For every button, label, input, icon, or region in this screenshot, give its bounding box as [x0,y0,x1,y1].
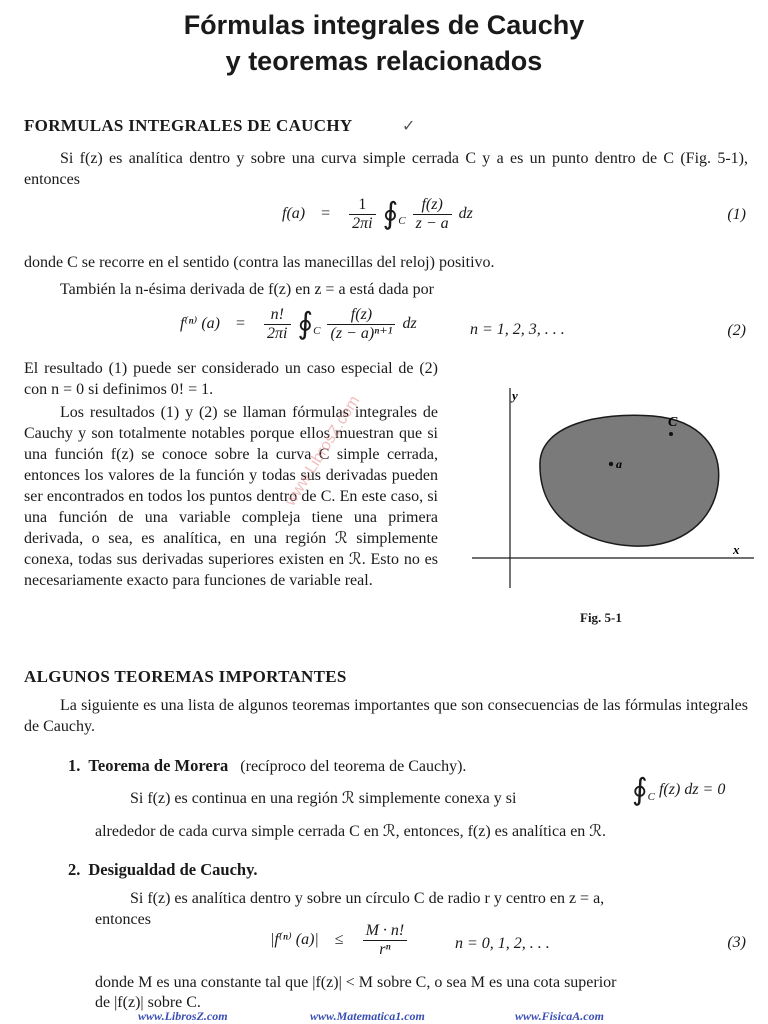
theorem-2-line2: donde M es una constante tal que |f(z)| < M sobre C, o sea M es una cota superior [95,974,617,991]
eq1-dz: dz [458,205,473,223]
theorem-1-heading [68,756,466,776]
eq3-range: n = 0, 1, 2, . . . [455,935,550,952]
morera-integral [632,772,726,808]
footer-link-matematica1[interactable]: www.Matematica1.com [310,1009,425,1023]
left-column [24,358,438,591]
watermark: www.LibrosZ.com [282,392,364,510]
theorem-2-line1: Si f(z) es analítica dentro y sobre un círculo C de radio r y centro en z = a, [130,890,605,907]
eq2-dz: dz [402,315,417,333]
eq3-lhs: |f⁽ⁿ⁾ (a)| [270,931,319,949]
point-a [609,462,613,466]
section2-intro: La siguiente es una lista de algunos teoremas importantes que son consecuencias de las fórmulas integrales de Cauchy. [24,697,748,735]
theorem-1-line1: Si f(z) es continua en una región ℛ simplemente conexa y si [130,790,517,807]
footer-link-librosz[interactable]: www.LibrosZ.com [138,1009,228,1023]
y-axis-label: y [512,388,518,403]
theorem-2-line1b: entonces [95,911,151,928]
curve-c-region [540,415,719,546]
eq2-lhs: f⁽ⁿ⁾ (a) [180,315,220,333]
eq2-equals: = [236,315,246,333]
eq2-frac-den: (z − a)ⁿ⁺¹ [330,325,393,342]
paragraph-result: El resultado (1) puede ser considerado un caso especial de (2) con n = 0 si definimos 0! = 1. [24,360,438,398]
eq1-integrand [413,196,452,233]
figure-5-1 [468,380,758,595]
morera-integral-expr: f(z) dz = 0 [658,781,726,798]
eq3-den: rⁿ [379,941,391,958]
check-mark-icon: ✓ [402,118,416,135]
theorem-2-line3: de |f(z)| sobre C. [95,994,201,1011]
eq3-relation: ≤ [334,931,344,949]
eq1-coef-den: 2πi [352,215,373,232]
eq1-frac-den: z − a [415,215,449,232]
equation-2 [180,306,417,343]
eq2-range: n = 1, 2, 3, . . . [470,321,565,338]
morera-integral-sub: C [647,791,655,803]
section1-nth-intro: También la n-ésima derivada de f(z) en z = a está dada por [60,281,434,298]
eq1-lhs: f(a) [282,205,306,223]
section1-intro: Si f(z) es analítica dentro y sobre una curva simple cerrada C y a es un punto dentro de C (Fig. 5-1), entonces [24,150,748,188]
section1-after-eq1: donde C se recorre en el sentido (contra las manecillas del reloj) positivo. [24,254,495,271]
theorem-1-subtitle: (recíproco del teorema de Cauchy). [240,758,467,775]
paragraph-cauchy-formulas: Los resultados (1) y (2) se llaman fórmulas integrales de Cauchy y son totalmente notables porque ellos muestran que si una función f(z) se conoce sobre la curva C simple cerrada, entonces los valores de la función y todas sus derivadas pueden ser encontrados en todos los puntos dentro de C. En este caso, si una función de una variable compleja tiene una primera derivada, o sea, es analítica, en una región ℛ simplemente conexa, todas sus derivadas superiores existen en ℛ. Esto no es necesariamente exacto para funciones de variable real. [24,404,438,589]
figure-caption: Fig. 5-1 [580,610,622,625]
eq1-coefficient [349,196,375,233]
eq2-integral-sub: C [313,325,321,338]
eq3-fraction [363,922,408,959]
contour-integral-icon: ∮ [297,306,314,342]
curve-point [669,432,673,436]
section1-heading: FORMULAS INTEGRALES DE CAUCHY [24,116,353,135]
point-a-label: a [616,457,622,471]
theorem-1-title: Teorema de Morera [88,756,229,775]
equation-1-number: (1) [727,206,746,223]
theorem-1-number: 1. [68,756,81,775]
x-axis-label: x [733,542,740,557]
page-title-line2: y teoremas relacionados [225,46,543,76]
contour-integral-icon: ∮ [382,196,399,232]
eq2-integrand [327,306,395,343]
theorem-2-number: 2. [68,860,81,879]
eq1-equals: = [321,205,331,223]
eq3-num: M · n! [363,922,408,941]
eq1-coef-num: 1 [349,196,375,215]
theorem-2-heading [68,860,258,880]
contour-integral-icon: ∮ [632,772,648,808]
eq2-frac-num: f(z) [327,306,395,325]
page-title-line1: Fórmulas integrales de Cauchy [183,10,585,40]
eq1-integral-sub: C [398,215,406,228]
theorem-2-title: Desigualdad de Cauchy. [88,860,258,879]
eq2-coefficient [264,306,290,343]
equation-3-number: (3) [727,934,746,951]
eq1-frac-num: f(z) [413,196,452,215]
section2-heading: ALGUNOS TEOREMAS IMPORTANTES [24,667,347,686]
footer-link-fisicaa[interactable]: www.FisicaA.com [515,1009,604,1023]
eq2-coef-num: n! [264,306,290,325]
eq2-coef-den: 2πi [267,325,288,342]
equation-2-number: (2) [727,322,746,339]
theorem-1-line2: alrededor de cada curva simple cerrada C en ℛ, entonces, f(z) es analítica en ℛ. [95,823,607,840]
curve-label: C [668,415,678,430]
equation-1 [282,196,473,233]
equation-3 [270,922,410,959]
